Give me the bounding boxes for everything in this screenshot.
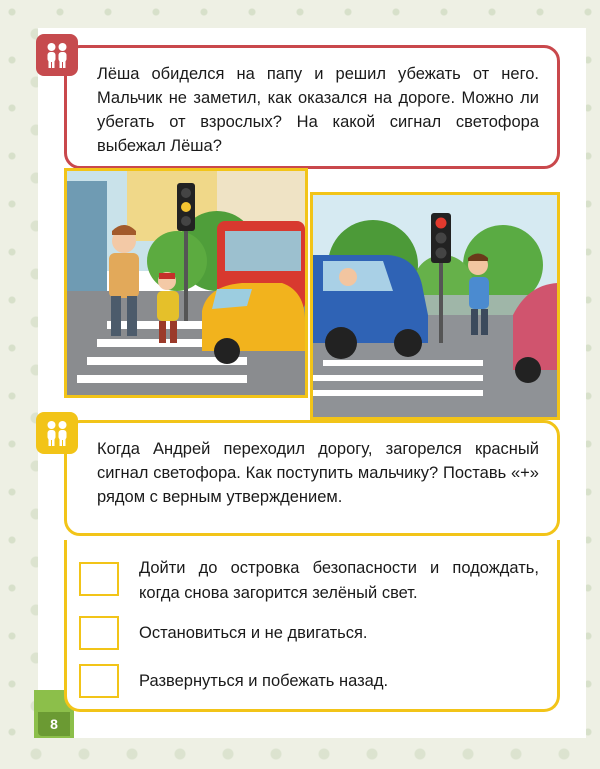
option-3-text: Развернуться и побежать назад.	[139, 672, 389, 690]
task-1-text: Лёша обиделся на папу и решил убежать от него. Мальчик не заметил, как оказался на дороге. Можно ли убегать от взрослых? На какой сигнал светофора выбежал Лёша?	[97, 65, 539, 155]
two-children-icon	[42, 418, 72, 448]
illustration-running-boy	[64, 168, 308, 398]
illustration-boy-at-traffic-light	[310, 192, 560, 420]
answer-options	[64, 540, 560, 712]
task-1-text-box	[64, 45, 560, 169]
task-2-text: Когда Андрей переходил дорогу, загорелся красный сигнал светофора. Как поступить мальчику? Поставь «+» рядом с верным утверждением.	[97, 440, 539, 506]
answer-checkbox-1[interactable]	[79, 562, 119, 596]
task-1-badge	[36, 34, 78, 76]
page-number: 8	[38, 712, 70, 736]
task-2-text-box	[64, 420, 560, 536]
two-children-icon	[42, 40, 72, 70]
task-2-badge	[36, 412, 78, 454]
option-1-text: Дойти до островка безопасности и подождать, когда снова загорится зелёный свет.	[139, 559, 539, 602]
answer-checkbox-2[interactable]	[79, 616, 119, 650]
answer-checkbox-3[interactable]	[79, 664, 119, 698]
option-2-text: Остановиться и не двигаться.	[139, 624, 368, 642]
